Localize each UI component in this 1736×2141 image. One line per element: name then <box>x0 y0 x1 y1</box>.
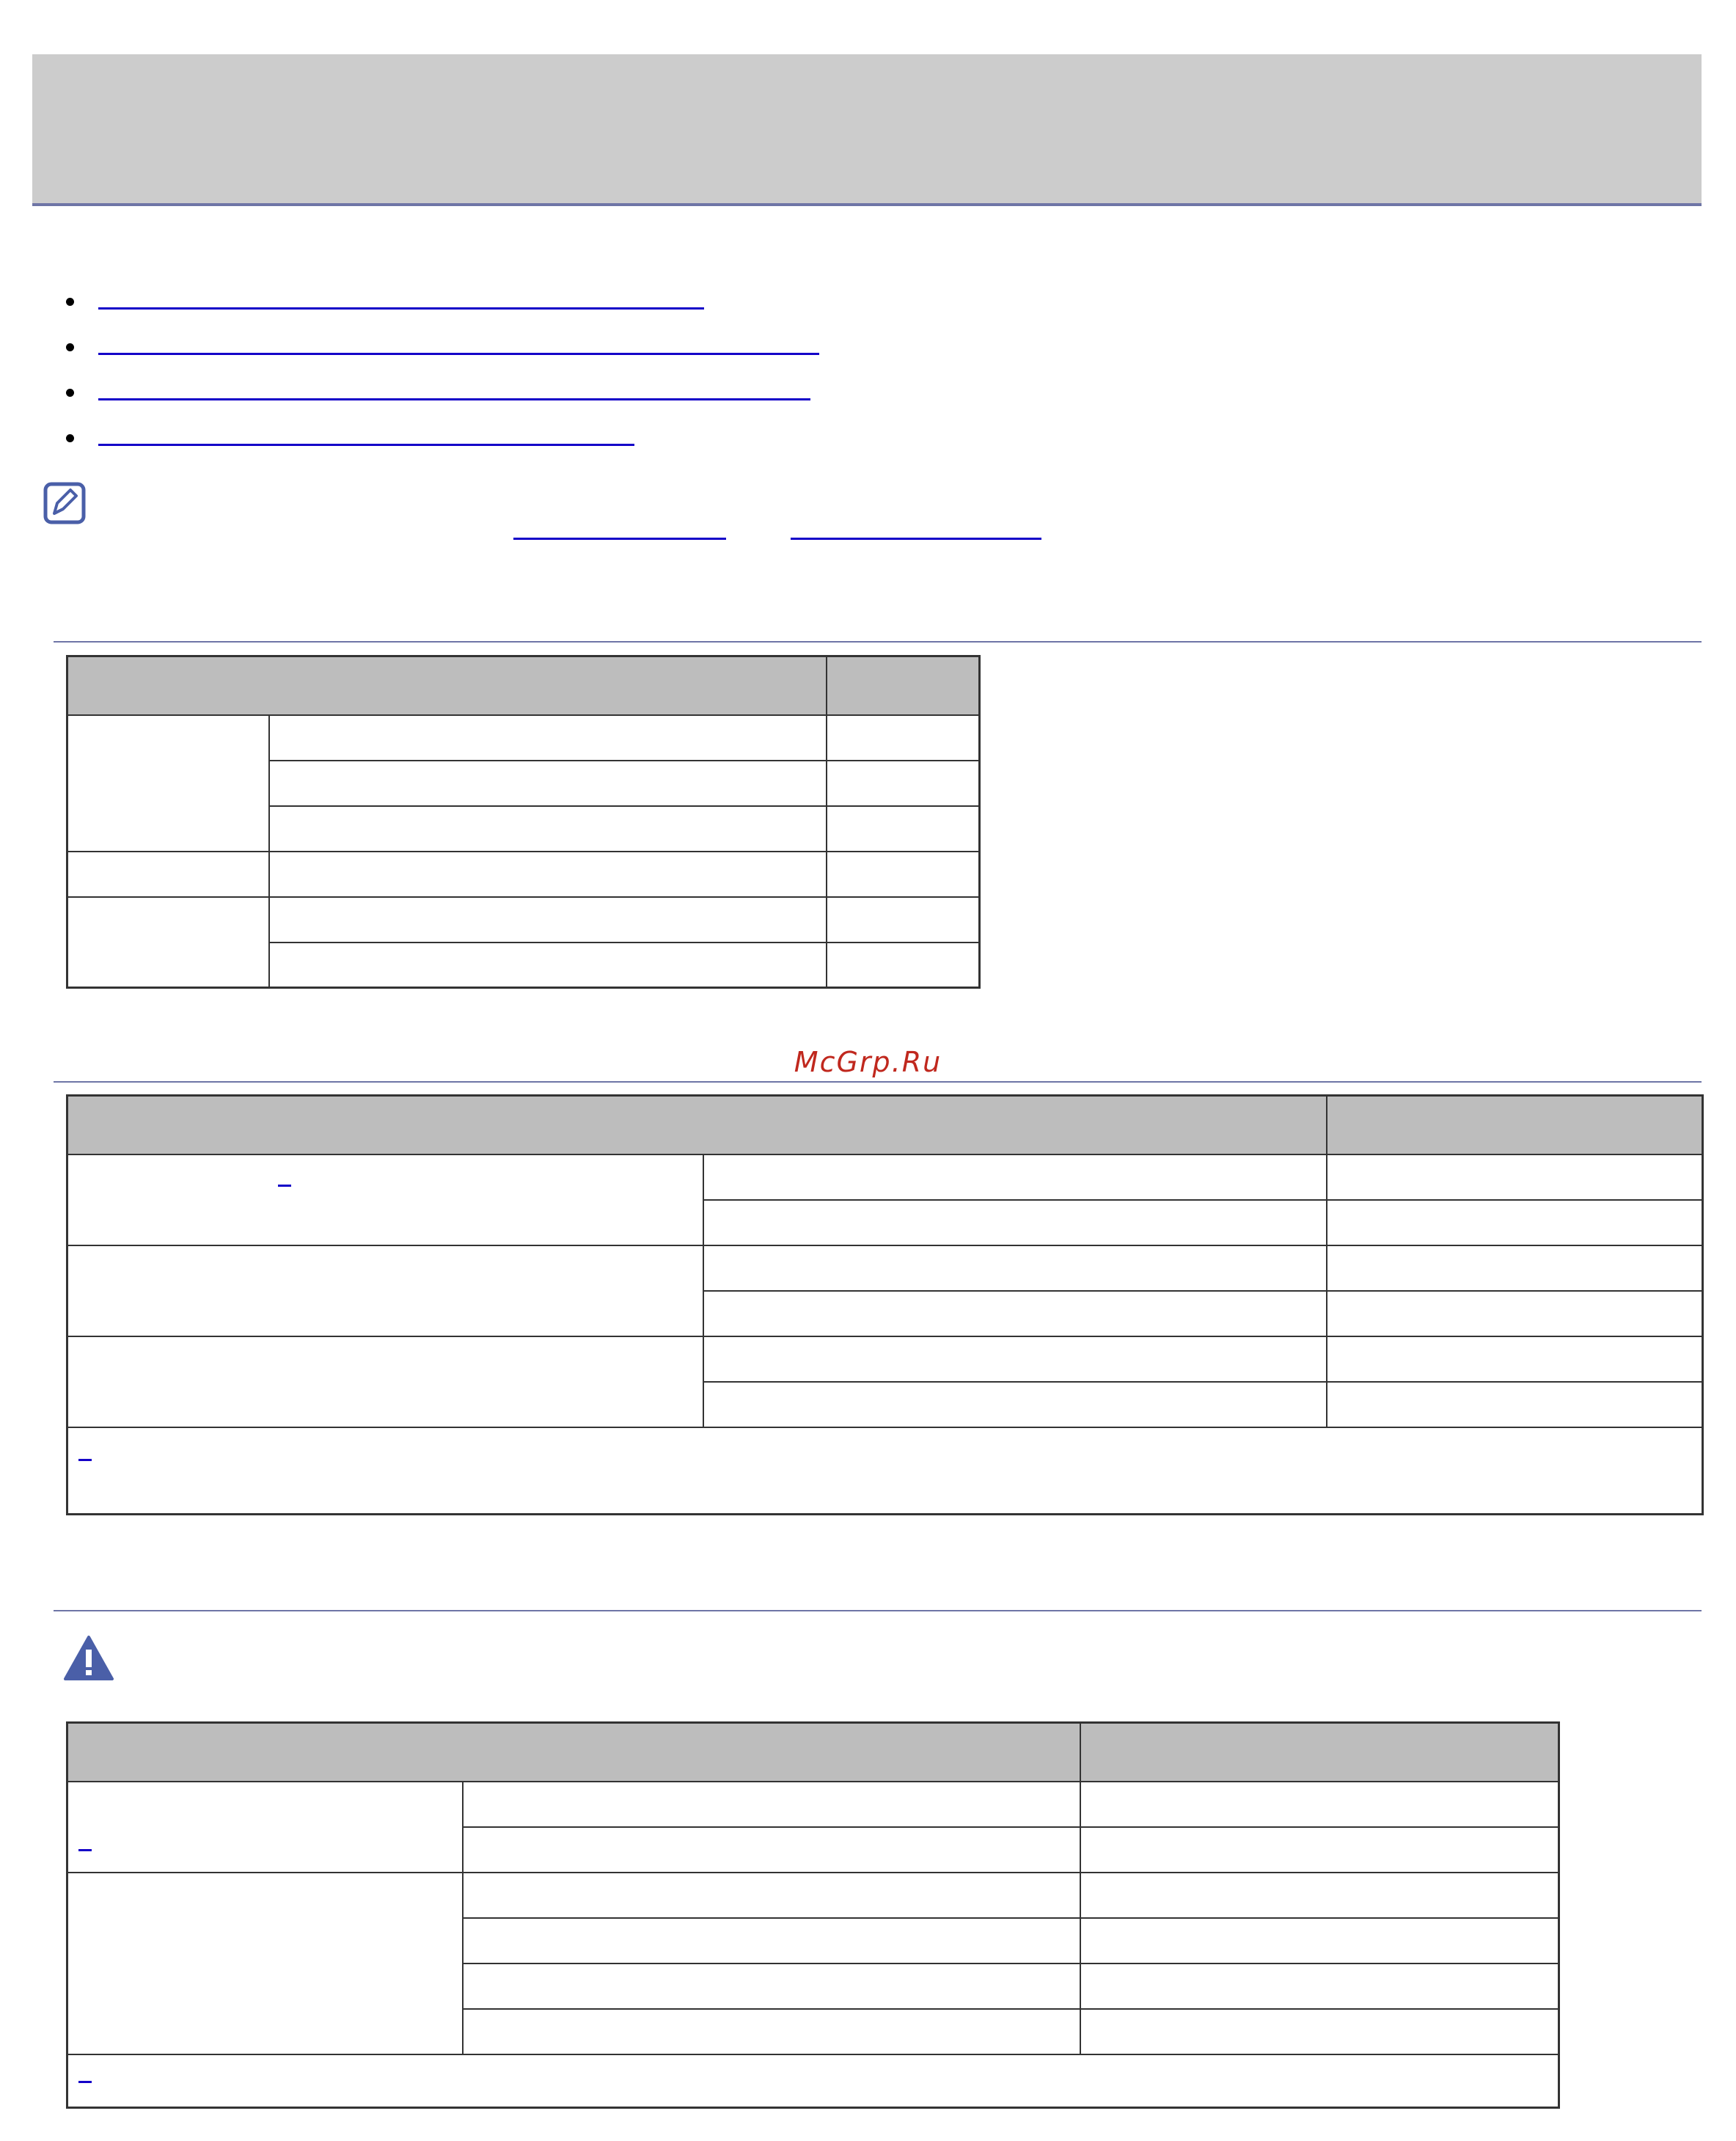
table-group-label <box>67 1873 463 2054</box>
table-footnote <box>67 2054 1559 2108</box>
table-group-label <box>67 715 269 852</box>
table-cell <box>1080 2009 1559 2054</box>
footnote-marker-link[interactable] <box>78 2081 92 2083</box>
table-cell <box>1327 1200 1703 1245</box>
warning-triangle-icon <box>63 1635 114 1682</box>
table-cell <box>1080 1782 1559 1827</box>
table-group-label <box>67 897 269 988</box>
section-divider <box>54 1081 1702 1083</box>
table-group-label <box>67 852 269 897</box>
table-cell <box>703 1291 1327 1336</box>
table-cell <box>703 1336 1327 1382</box>
toc-link[interactable] <box>98 307 704 310</box>
table-cell <box>1080 1918 1559 1964</box>
table-cell <box>269 943 827 988</box>
spec-table-3 <box>66 1721 1560 2109</box>
footnote-ref-link[interactable] <box>278 1185 291 1187</box>
table-cell <box>269 715 827 761</box>
table-group-label <box>67 1245 703 1336</box>
watermark: McGrp.Ru <box>794 1046 942 1078</box>
table-cell <box>827 852 980 897</box>
section-divider <box>54 641 1702 643</box>
table-header-cell <box>67 1723 1080 1782</box>
table-cell <box>269 806 827 852</box>
table-cell <box>1327 1382 1703 1427</box>
spec-table-1 <box>66 655 981 989</box>
table-cell <box>1327 1245 1703 1291</box>
footnote-ref-link[interactable] <box>78 1849 92 1851</box>
spec-table-2 <box>66 1094 1704 1515</box>
note-link[interactable] <box>791 538 1041 540</box>
table-cell <box>269 852 827 897</box>
table-cell <box>1327 1291 1703 1336</box>
footnote-marker-link[interactable] <box>78 1459 92 1461</box>
toc-link[interactable] <box>98 398 810 400</box>
table-cell <box>1080 1873 1559 1918</box>
table-cell <box>703 1154 1327 1200</box>
table-footnote <box>67 1427 1703 1515</box>
table-header-cell <box>67 656 827 715</box>
table-cell <box>827 761 980 806</box>
table-group-label <box>67 1154 703 1245</box>
section-divider <box>54 1610 1702 1611</box>
note-pencil-icon <box>43 481 87 525</box>
table-cell <box>1327 1336 1703 1382</box>
table-cell <box>827 806 980 852</box>
table-cell <box>463 1827 1080 1873</box>
toc-link[interactable] <box>98 353 819 355</box>
table-cell <box>1080 1964 1559 2009</box>
table-cell <box>463 1964 1080 2009</box>
table-cell <box>1080 1827 1559 1873</box>
table-cell <box>463 1918 1080 1964</box>
table-cell <box>703 1200 1327 1245</box>
table-cell <box>463 1782 1080 1827</box>
table-cell <box>1327 1154 1703 1200</box>
note-link[interactable] <box>513 538 726 540</box>
table-header-cell <box>1327 1096 1703 1154</box>
table-cell <box>269 897 827 943</box>
table-cell <box>827 897 980 943</box>
table-group-label <box>67 1782 463 1873</box>
table-cell <box>463 1873 1080 1918</box>
chapter-header-band <box>32 54 1702 206</box>
table-cell <box>463 2009 1080 2054</box>
table-cell <box>269 761 827 806</box>
table-header-cell <box>67 1096 1327 1154</box>
table-header-cell <box>1080 1723 1559 1782</box>
table-cell <box>703 1382 1327 1427</box>
table-cell <box>703 1245 1327 1291</box>
table-group-label <box>67 1336 703 1427</box>
table-header-cell <box>827 656 980 715</box>
table-cell <box>827 943 980 988</box>
toc-link[interactable] <box>98 444 634 446</box>
table-cell <box>827 715 980 761</box>
